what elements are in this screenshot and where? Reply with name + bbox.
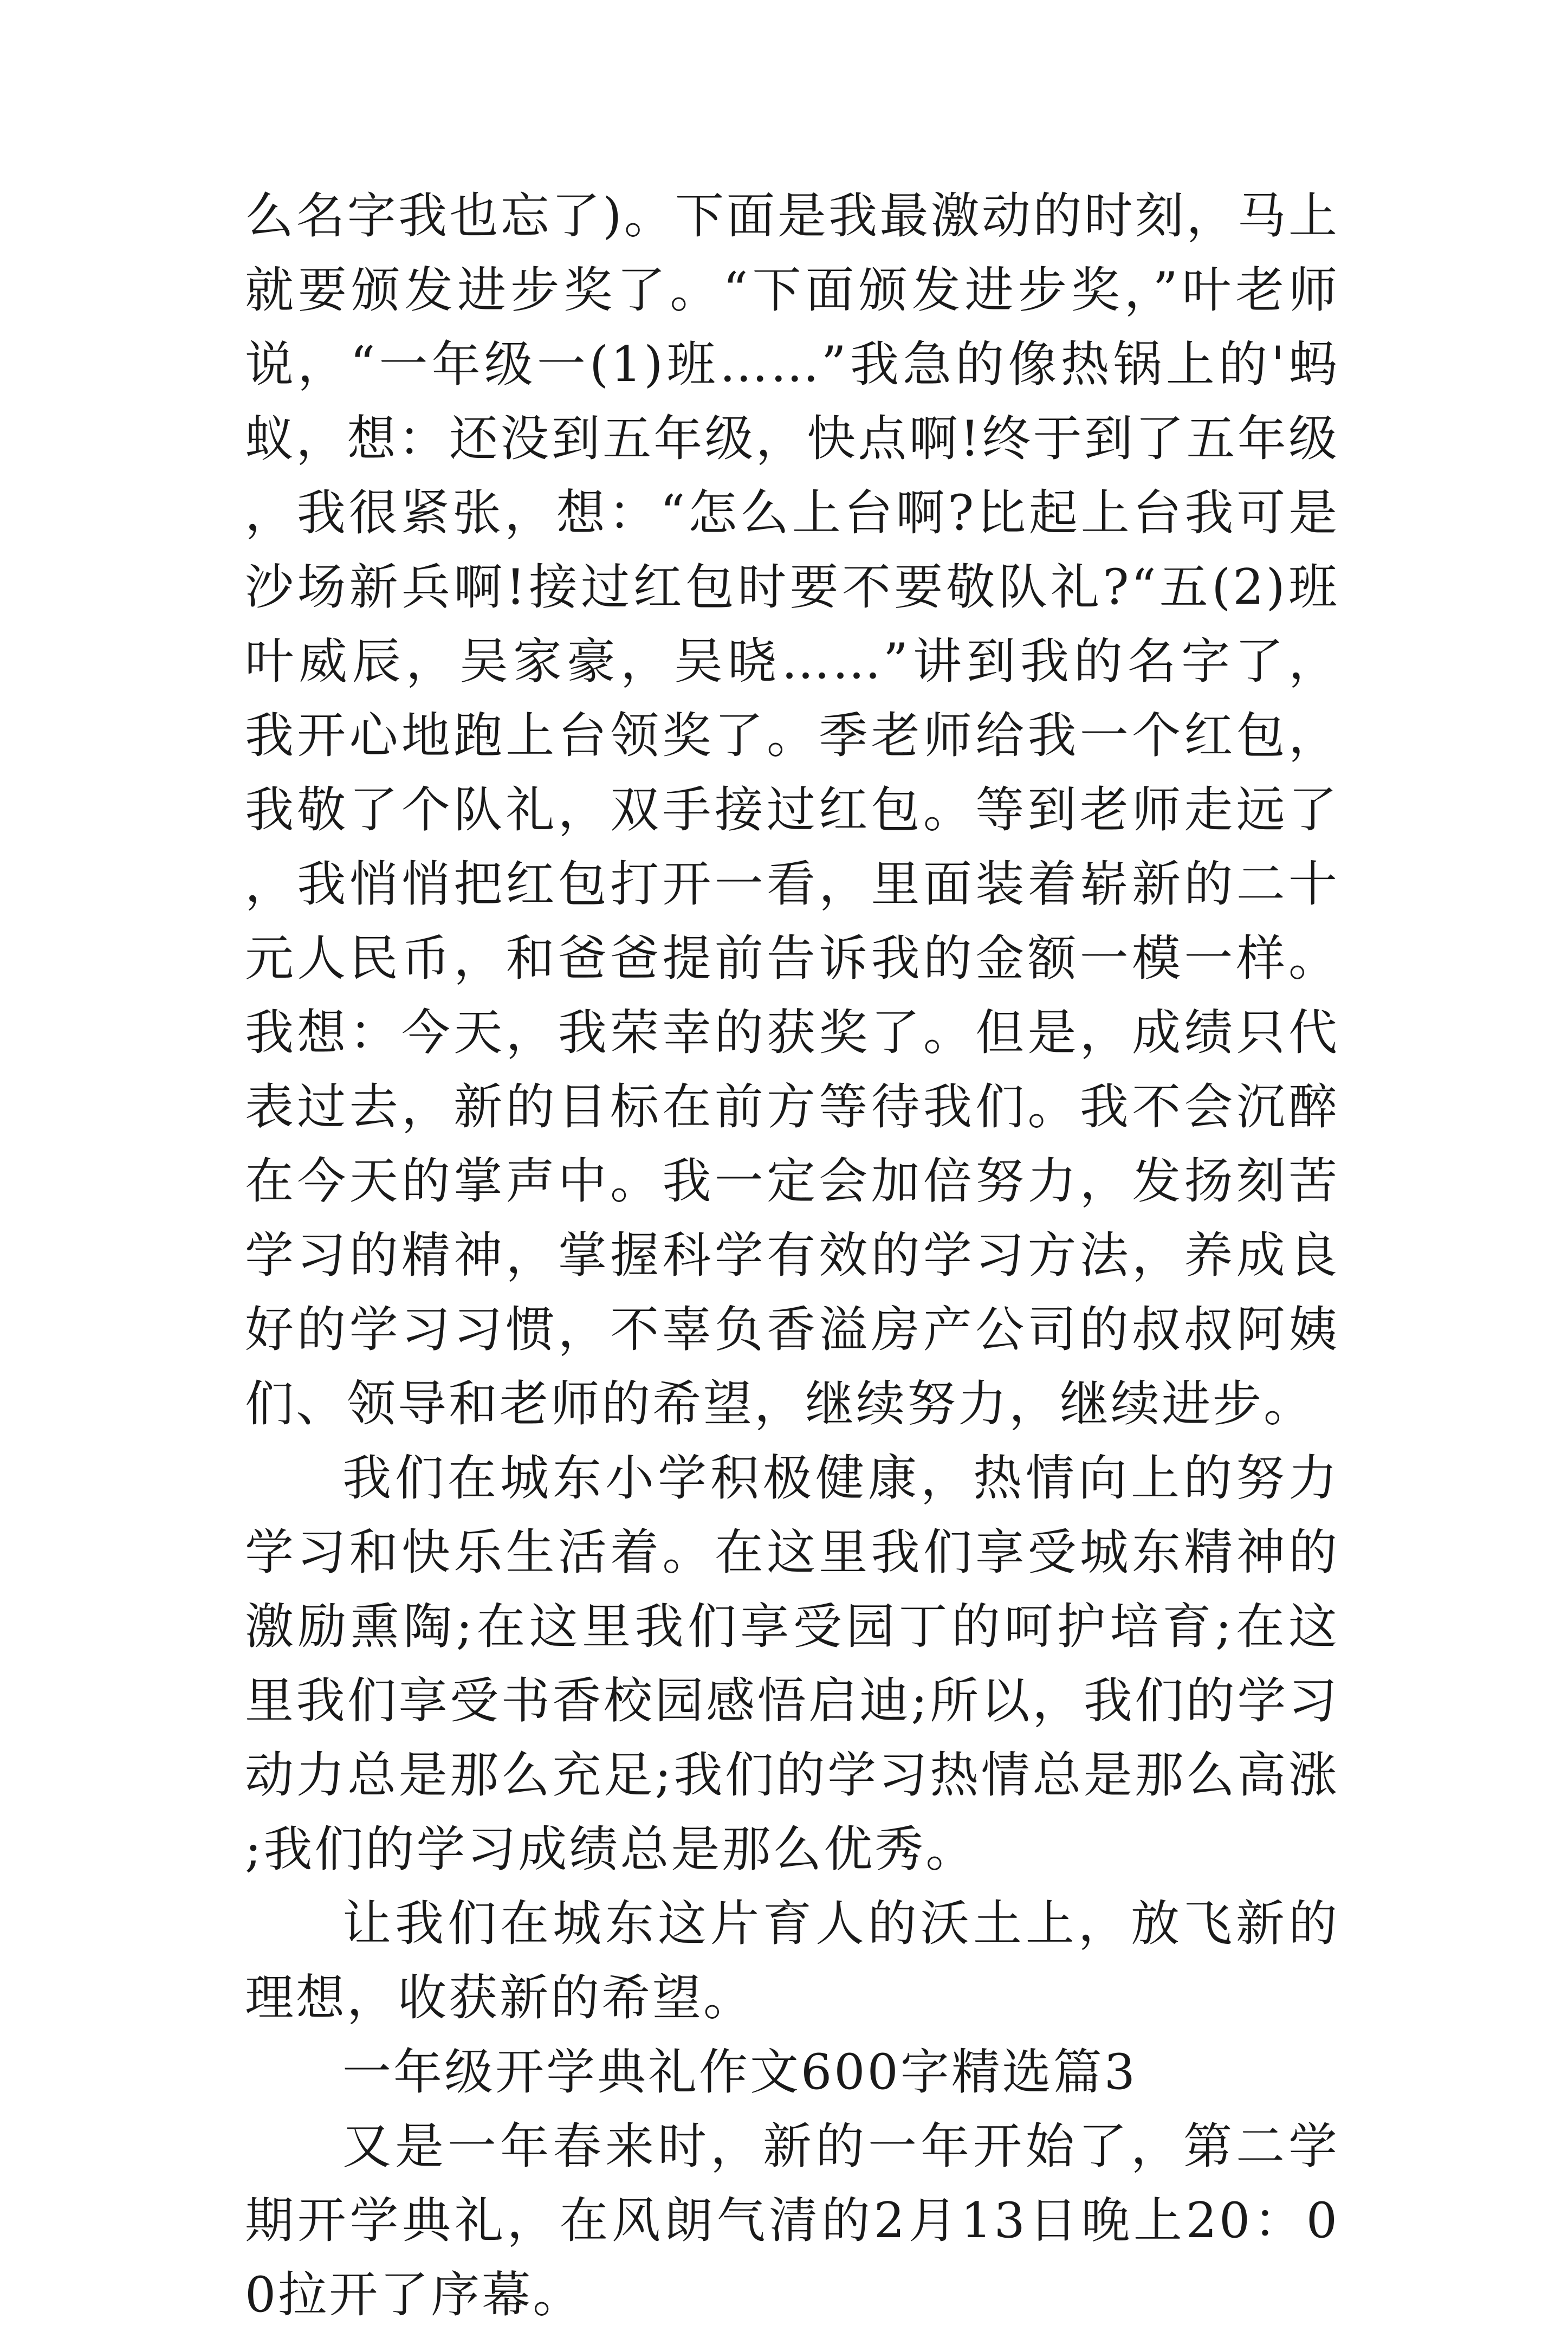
paragraph-closing: 让我们在城东这片育人的沃土上，放飞新的理想，收获新的希望。	[245, 1895, 1339, 2026]
paragraph-school-life: 我们在城东小学积极健康，热情向上的努力学习和快乐生活着。在这里我们享受城东精神的激励熏陶;在这里我们享受园丁的呵护培育;在这里我们享受书香校园感悟启迪;所以，我们的学习动力总是那么充足;我们的学习热情总是那么高涨;我们的学习成绩总是那么优秀。	[245, 1450, 1339, 1878]
paragraph-opening: 又是一年春来时，新的一年开始了，第二学期开学典礼，在风朗气清的2月13日晚上20：00拉开了序幕。	[245, 2118, 1339, 2323]
document-body	[245, 179, 1339, 2332]
section-heading: 一年级开学典礼作文600字精选篇3	[342, 2044, 1138, 2101]
paragraph-continued: 么名字我也忘了)。下面是我最激动的时刻，马上就要颁发进步奖了。“下面颁发进步奖，”叶老师说，“一年级一(1)班……”我急的像热锅上的'蚂蚁，想：还没到五年级，快点啊!终于到了五年级，我很紧张，想：“怎么上台啊?比起上台我可是沙场新兵啊!接过红包时要不要敬队礼?“五(2)班叶威辰，吴家豪，吴晓……”讲到我的名字了，我开心地跑上台领奖了。季老师给我一个红包，我敬了个队礼，双手接过红包。等到老师走远了，我悄悄把红包打开一看，里面装着崭新的二十元人民币，和爸爸提前告诉我的金额一模一样。我想：今天，我荣幸的获奖了。但是，成绩只代表过去，新的目标在前方等待我们。我不会沉醉在今天的掌声中。我一定会加倍努力，发扬刻苦学习的精神，掌握科学有效的学习方法，养成良好的学习习惯，不辜负香溢房产公司的叔叔阿姨们、领导和老师的希望，继续努力，继续进步。	[245, 188, 1339, 1432]
